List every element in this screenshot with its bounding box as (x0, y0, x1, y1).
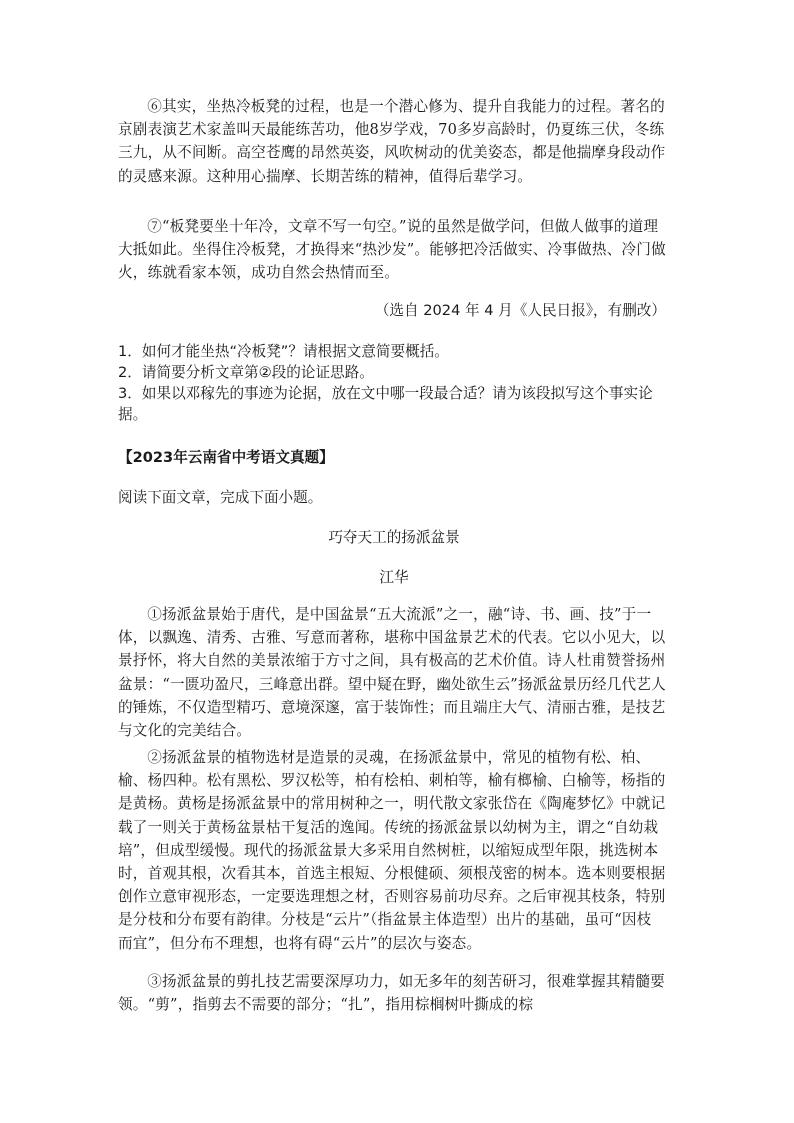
article-author: 江华 (379, 569, 409, 586)
article-paragraph-2: ②扬派盆景的植物选材是造景的灵魂，在扬派盆景中，常见的植物有松、柏、榆、杨四种。松有黑松、罗汉松等，柏有桧柏、刺柏等，榆有榔榆、白榆等，杨指的是黄杨。黄杨是扬派盆景中的常用树种之一，明代散文家张岱在《陶庵梦忆》中就记载了一则关于黄杨盆景枯干复活的逸闻。传统的扬派盆景以幼树为主，谓之“自幼栽培”，但成型缓慢。现代的扬派盆景大多采用自然树桩，以缩短成型年限，挑选树本时，首观其根，次看其本，首选主根短、分根健硕、须根茂密的树本。选本则要根据创作立意审视形态，一定要选理想之材，否则容易前功尽弃。之后审视其枝条，特别是分枝和分布要有韵律。分枝是“云片”（指盆景主体造型）出片的基础，虽可“因枝而宜”，但分布不理想，也将有碍“云片”的层次与姿态。 (118, 749, 666, 952)
source-citation: （选自 2024 年 4 月《人民日报》，有删改） (374, 302, 666, 319)
question-3: 3．如果以邓稼先的事迹为论据，放在文中哪一段最合适？请为该段拟写这个事实论据。 (118, 385, 653, 423)
question-1: 1．如何才能坐热“冷板凳”？请根据文意简要概括。 (118, 343, 449, 360)
reading-instruction: 阅读下面文章，完成下面小题。 (118, 489, 323, 506)
question-2: 2．请简要分析文章第②段的论证思路。 (118, 364, 374, 381)
paragraph-6: ⑥其实，坐热冷板凳的过程，也是一个潜心修为、提升自我能力的过程。著名的京剧表演艺术家盖叫天最能练苦功，他8岁学戏，70多岁高龄时，仍夏练三伏，冬练三九，从不间断。高空苍鹰的昂然英姿，风吹树动的优美姿态，都是他揣摩身段动作的灵感来源。这种用心揣摩、长期苦练的精神，值得后辈学习。 (118, 98, 666, 185)
article-paragraph-1: ①扬派盆景始于唐代，是中国盆景“五大流派”之一，融“诗、书、画、技”于一体，以飘逸、清秀、古雅、写意而著称，堪称中国盆景艺术的代表。它以小见大，以景抒怀，将大自然的美景浓缩于方寸之间，具有极高的艺术价值。诗人杜甫赞誉扬州盆景：“一匮功盈尺，三峰意出群。望中疑在野，幽处欲生云”扬派盆景历经几代艺人的锤炼，不仅造型精巧、意境深邃，富于装饰性；而且端庄大气、清丽古雅，是技艺与文化的完美结合。 (118, 606, 666, 740)
exam-heading: 【2023年云南省中考语文真题】 (118, 449, 334, 466)
paragraph-7: ⑦“板凳要坐十年冷，文章不写一句空。”说的虽然是做学问，但做人做事的道理大抵如此。坐得住冷板凳，才换得来“热沙发”。能够把冷活做实、冷事做热、冷门做火，练就看家本领，成功自然会热情而至。 (118, 218, 666, 282)
article-paragraph-3: ③扬派盆景的剪扎技艺需要深厚功力，如无多年的刻苦研习，很难掌握其精髓要领。“剪”，指剪去不需要的部分；“扎”，指用棕榈树叶撕成的棕 (118, 973, 665, 1014)
article-title: 巧夺天工的扬派盆景 (328, 529, 460, 546)
